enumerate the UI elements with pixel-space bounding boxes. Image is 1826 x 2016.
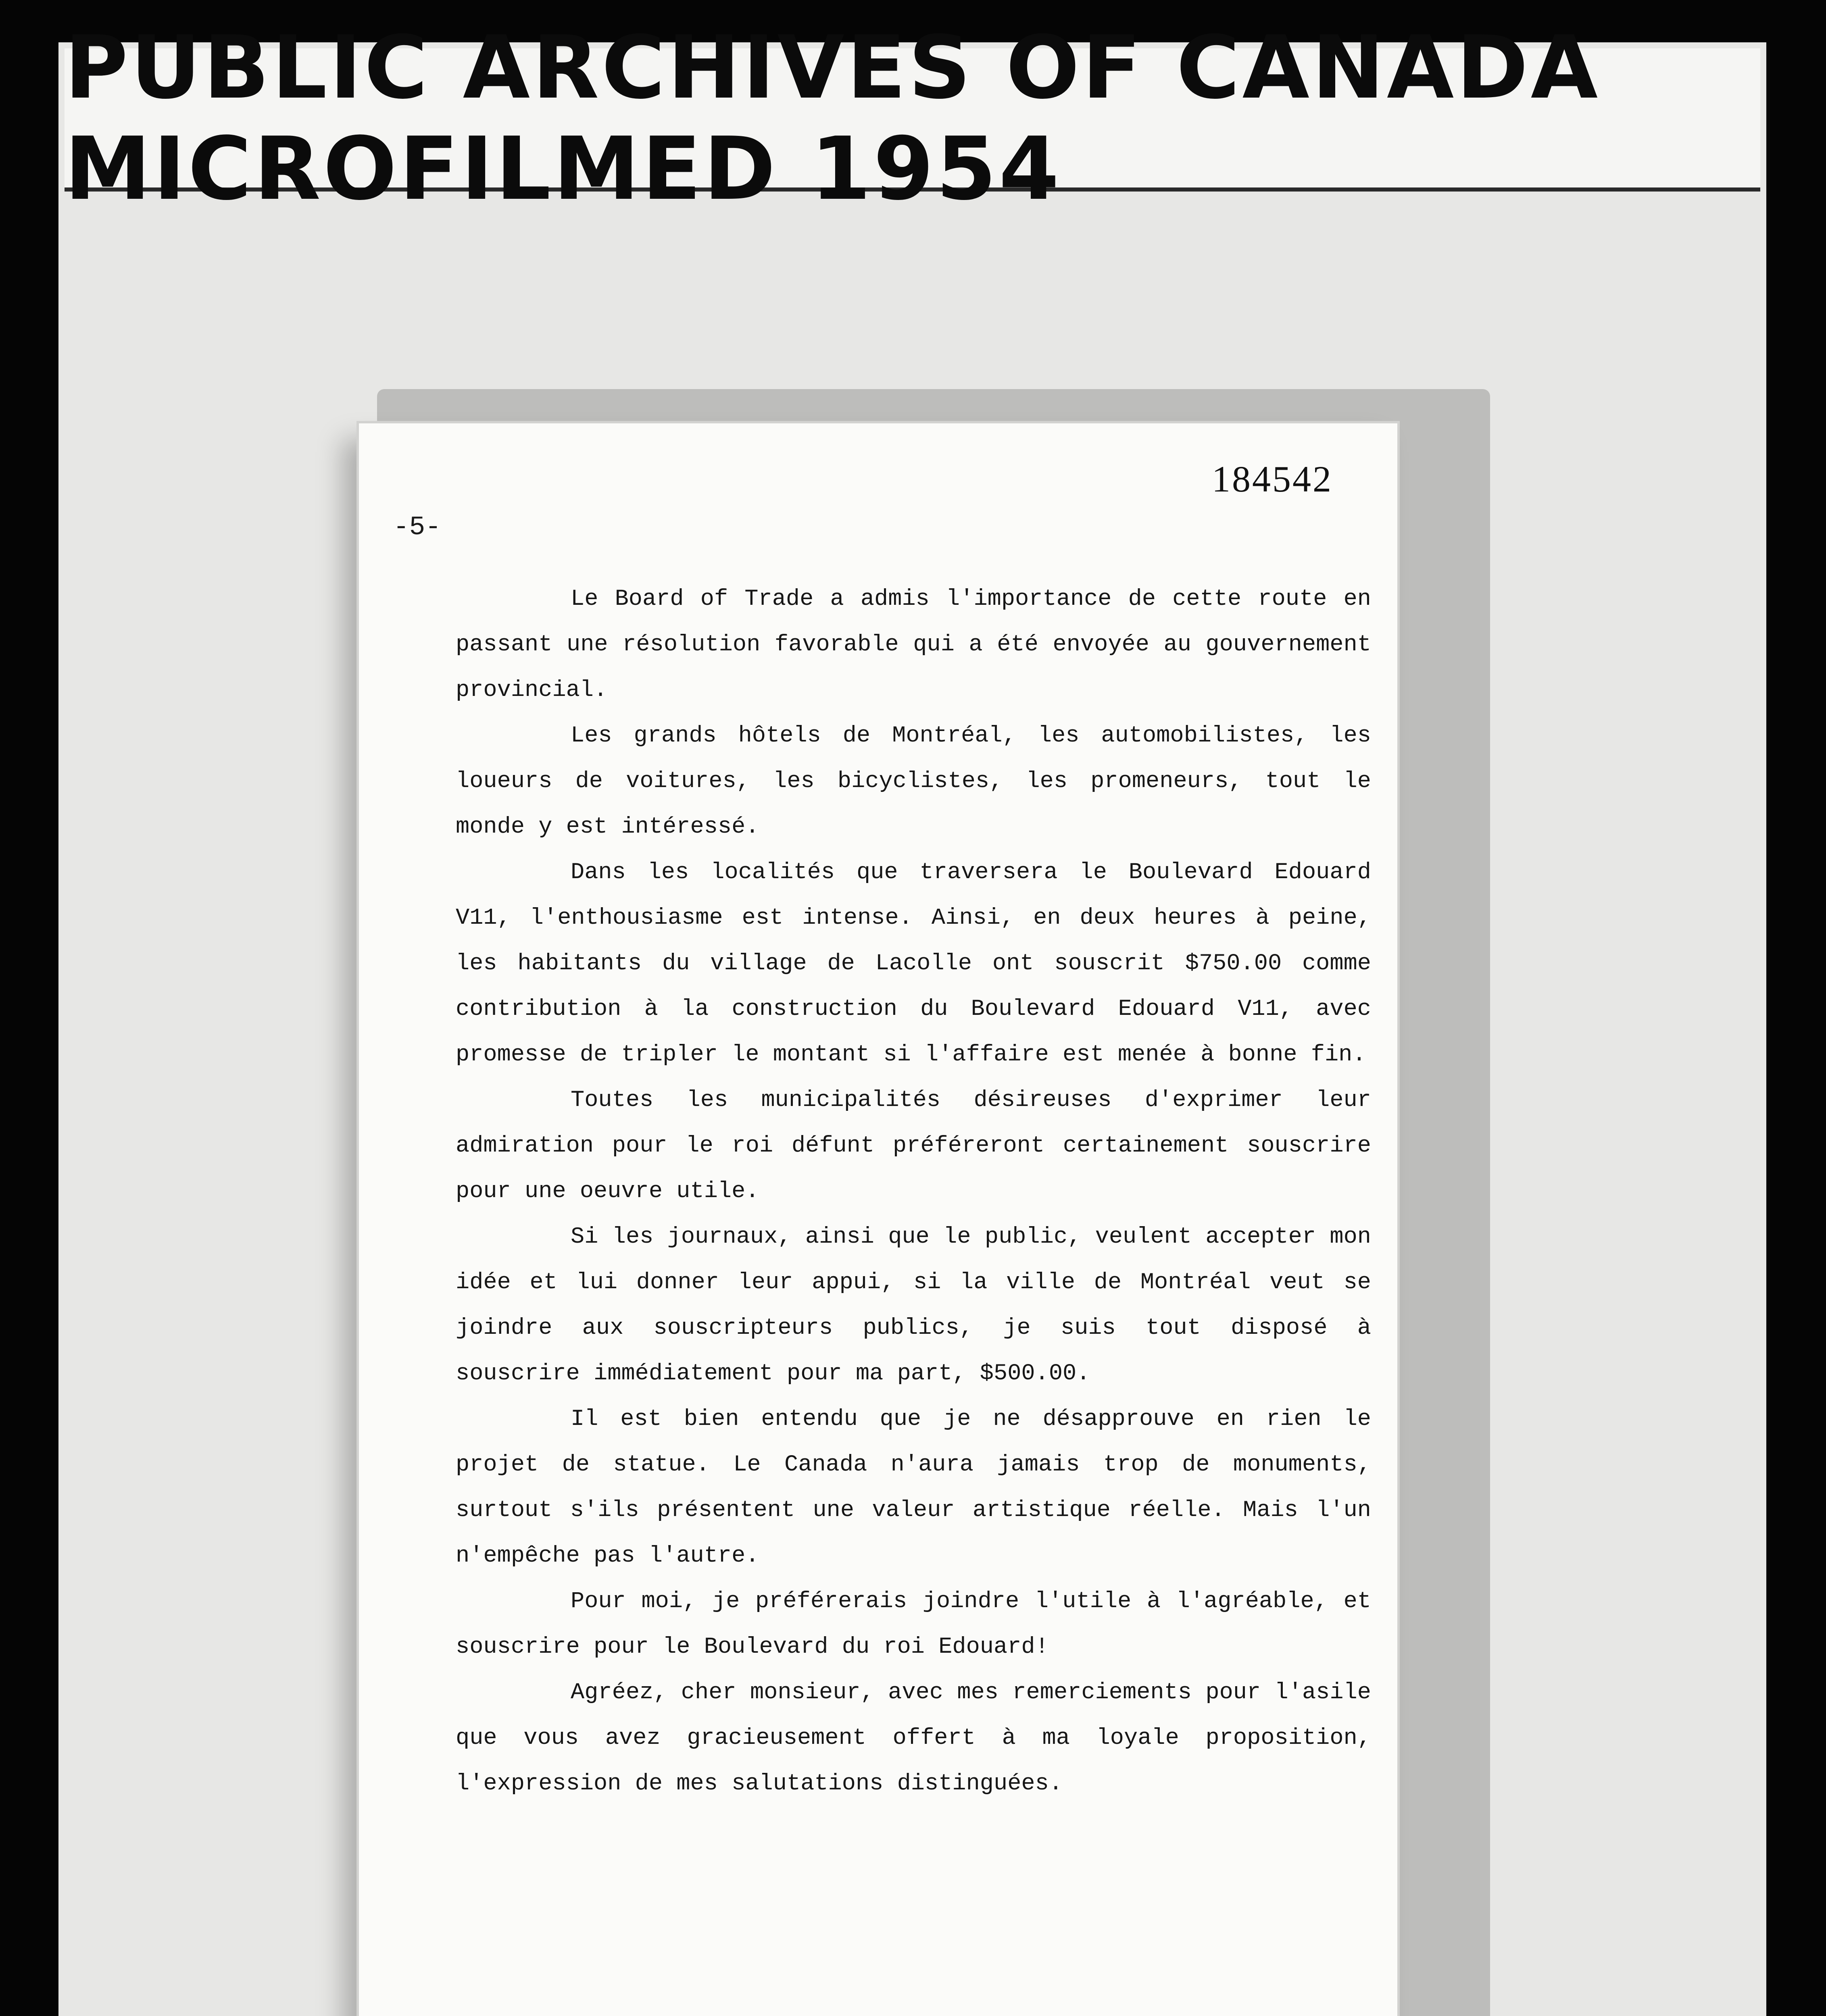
document-number: 184542: [1212, 458, 1333, 500]
paragraph: Agréez, cher monsieur, avec mes remerciements pour l'asile que vous avez gracieusement offert à ma loyale proposition, l'expression de mes salutations distinguées.: [456, 1680, 1371, 1797]
paragraph: Toutes les municipalités désireuses d'exprimer leur admiration pour le roi défunt préféreront certainement souscrire pour une oeuvre utile.: [456, 1087, 1371, 1204]
paragraph: Il est bien entendu que je ne désapprouve en rien le projet de statue. Le Canada n'aura jamais trop de monuments, surtout s'ils présentent une valeur artistique réelle. Mais l'un n'empêche pas l'autre.: [456, 1406, 1371, 1569]
paragraph: Les grands hôtels de Montréal, les automobilistes, les loueurs de voitures, les bicyclistes, les promeneurs, tout le monde y est intéressé.: [456, 723, 1371, 840]
paragraph: Pour moi, je préférerais joindre l'utile à l'agréable, et souscrire pour le Boulevard du roi Edouard!: [456, 1589, 1371, 1660]
page-marker: -5-: [393, 512, 441, 542]
paragraph: Si les journaux, ainsi que le public, veulent accepter mon idée et lui donner leur appui, si la ville de Montréal veut se joindre aux souscripteurs publics, je suis tout disposé à souscrire immédiatement pour ma part, $500.00.: [456, 1224, 1371, 1387]
letter-page: [359, 423, 1397, 2016]
archive-header-title: PUBLIC ARCHIVES OF CANADA MICROFILMED 1954: [65, 17, 1601, 219]
microfilm-frame: [58, 17, 1766, 2016]
paragraph: Dans les localités que traversera le Boulevard Edouard V11, l'enthousiasme est intense. Ainsi, en deux heures à peine, les habitants du village de Lacolle ont souscrit $750.00 comme contribution à la construction du Boulevard Edouard V11, avec promesse de tripler le montant si l'affaire est menée à bonne fin.: [456, 860, 1371, 1068]
paragraph: Le Board of Trade a admis l'importance de cette route en passant une résolution favorable qui a été envoyée au gouvernement provincial.: [456, 586, 1371, 703]
letter-body: [456, 577, 1371, 1807]
archive-header-banner: [65, 17, 1760, 219]
